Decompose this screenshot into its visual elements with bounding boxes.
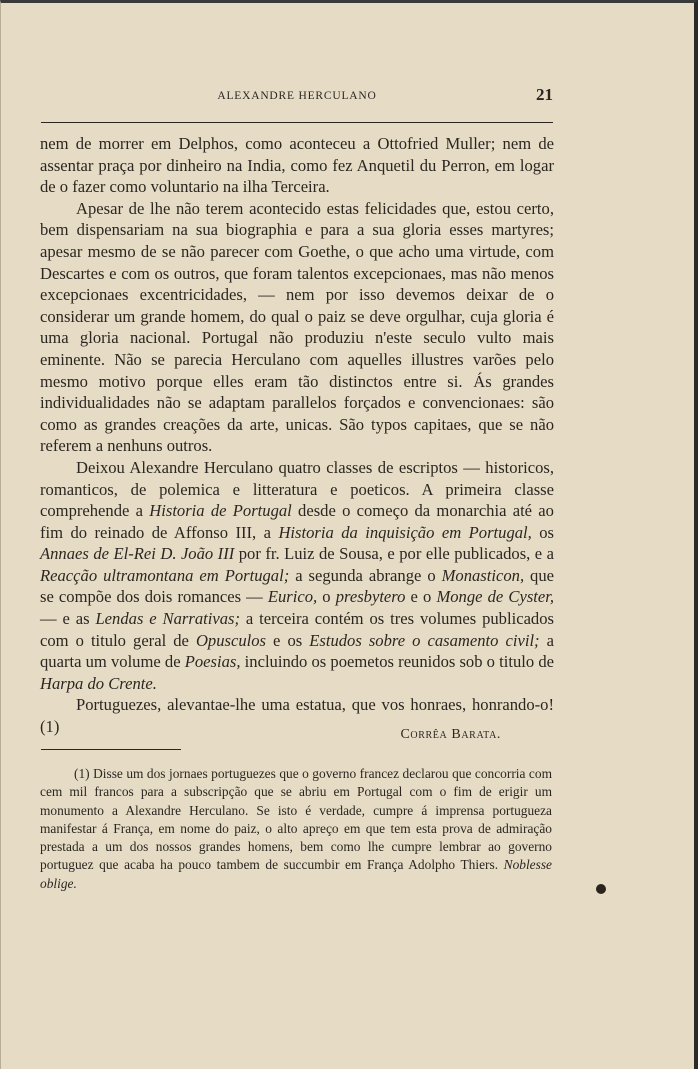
italic-title: Opusculos <box>195 630 266 650</box>
main-text <box>40 133 554 738</box>
italic-title: Lendas e Narrativas; <box>95 609 240 629</box>
paragraph-2: Apesar de lhe não terem acontecido estas felicidades que, estou certo, bem dispensariam na sua biographia e para a sua gloria esses martyres; apesar mesmo de se não parecer com Goethe, o que acho uma virtude, com Descartes e com os outros, que foram talentos excepcionaes, mas não menos excepcionaes excentricidades, — nem por isso devemos deixar de o considerar um grande homem, do qual o paiz se deve orgulhar, cuja gloria é uma gloria nacional. Portugal não produziu n'este seculo vulto mais eminente. Não se parecia Herculano com aquelles illustres varões pelo mesmo motivo porque elles eram tão distinctos entre si. Ás grandes individualidades não se adaptam parallelos forçados e convencionaes: são como as grandes creações da arte, unicas. São typos capitaes, que se não referem a nenhuns outros. <box>40 198 554 456</box>
text-run: — e as <box>40 609 96 629</box>
running-head <box>41 87 553 107</box>
text-run: por fr. Luiz de Sousa, e por elle publicados, e a <box>234 544 555 564</box>
italic-title: Historia da inquisição em Portugal, <box>278 522 532 542</box>
ink-spot <box>596 884 606 894</box>
text-run: e os <box>266 630 310 650</box>
text-run: Deixou Alexandre Herculano quatro classes de escriptos — historicos, romanticos, de polemica e litteratura e poeticos. A primeira classe comprehende a <box>40 457 554 521</box>
italic-title: Monge de Cyster, <box>436 587 555 607</box>
text-run: e o <box>405 587 437 607</box>
footnote <box>40 765 552 893</box>
footnote-paragraph <box>40 765 552 893</box>
header-rule <box>41 122 553 123</box>
paragraph-1: nem de morrer em Delphos, como aconteceu a Ottofried Muller; nem de assentar praça por dinheiro na India, como fez Anquetil du Perron, em logar de o fazer como voluntario na ilha Terceira. <box>40 134 554 197</box>
text-run: o <box>317 587 336 607</box>
italic-title: Harpa do Crente. <box>40 673 157 693</box>
running-title: ALEXANDRE HERCULANO <box>217 90 377 102</box>
author-signature: Corrêa Barata. <box>400 727 501 742</box>
paragraph-4: Portuguezes, alevantae-lhe uma estatua, que vos honraes, honrando-o! (1) <box>40 695 554 737</box>
text-run: incluindo os poemetos reunidos sob o titulo de <box>240 652 554 672</box>
italic-title: presbytero <box>335 587 406 607</box>
page-number: 21 <box>536 85 553 104</box>
footnote-marker: (1) <box>74 766 90 781</box>
italic-title: Monasticon, <box>441 565 525 585</box>
italic-title: Eurico, <box>267 587 318 607</box>
text-run: que se compõe dos dois romances — <box>40 565 555 607</box>
italic-title: Historia de Portugal <box>149 501 292 521</box>
footnote-italic: Noblesse oblige. <box>40 857 552 891</box>
text-run: a terceira contém os tres volumes publicados com o titulo geral de <box>40 609 554 650</box>
text-run: a quarta um volume de <box>40 630 555 672</box>
footnote-rule <box>41 749 181 750</box>
text-run: desde o começo da monarchia até ao fim do reinado de Affonso III, a <box>40 501 554 542</box>
text-run: os <box>531 522 554 542</box>
italic-title: Estudos sobre o casamento civil; <box>309 630 540 650</box>
footnote-text: Disse um dos jornaes portuguezes que o governo francez declarou que concorria com cem mil francos para a subscripção que se abriu em Portugal com o fim de erigir um monumento a Alexandre Herculano. Se isto é verdade, cumpre á imprensa portugueza manifestar á França, em nome do paiz, o alto apreço em que tem esta prova de admiração prestada a um dos nossos grandes homens, bem como lhe cumpre lembrar ao governo portuguez que acaba ha pouco tambem de succumbir em França Adolpho Thiers. <box>40 766 552 873</box>
italic-title: Poesias, <box>184 652 241 672</box>
italic-title: Reacção ultramontana em Portugal; <box>40 565 290 585</box>
text-run: a segunda abrange o <box>289 565 442 585</box>
paragraph-3 <box>40 457 554 695</box>
italic-title: Annaes de El-Rei D. João III <box>40 544 235 564</box>
